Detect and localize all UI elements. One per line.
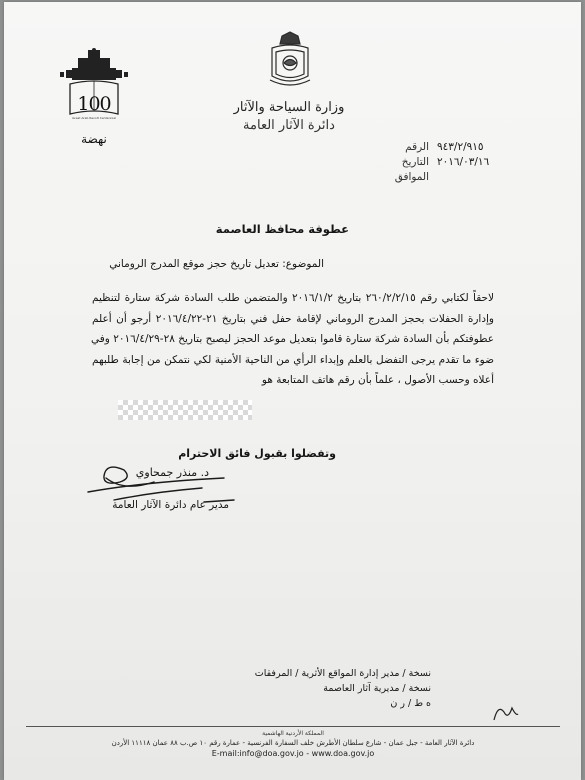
ministry-name: وزارة السياحة والآثار xyxy=(233,100,345,115)
footer-contacts: E-mail:info@doa.gov.jo - www.doa.gov.jo xyxy=(211,749,375,758)
signatory-title: مدير عام دائرة الآثار العامة xyxy=(112,499,229,511)
initial-signature xyxy=(490,702,520,724)
closing-line: وتفضلوا بقبول فائق الاحترام xyxy=(178,447,336,460)
reference-number-row xyxy=(387,140,557,155)
footer xyxy=(26,730,560,758)
department-name: دائرة الآثار العامة xyxy=(243,118,335,133)
copy-line: ه ط / ر ن xyxy=(390,698,431,709)
reference-number-label: الرقم xyxy=(405,141,429,153)
body-line: أعلاه وحسب الأصول ، علماً بأن رقم هاتف المتابعة هو xyxy=(261,374,494,386)
copies-list xyxy=(255,666,431,711)
centenary-logo xyxy=(58,48,130,154)
centenary-caption: Great Arab Revolt Centennial xyxy=(72,116,116,120)
body-line: وإدارة الحفلات بحجز المدرج الروماني لإقامة حفل فني بتاريخ ٢١-٢٠١٦/٤/٢٢ أرجو أن أعلم xyxy=(92,312,494,325)
recipient: عطوفة محافظ العاصمة xyxy=(215,222,349,236)
footer-kingdom: المملكة الأردنية الهاشمية xyxy=(262,730,324,737)
letter-body xyxy=(92,288,494,391)
centenary-number: 100 xyxy=(77,93,111,115)
reference-agreement-label: الموافق xyxy=(394,171,429,183)
reference-block xyxy=(387,140,557,185)
footer-divider xyxy=(26,726,560,727)
reference-date-value: ٢٠١٦/٠٣/١٦ xyxy=(437,156,490,168)
reference-agreement-row xyxy=(387,170,557,185)
ministry-heading xyxy=(224,100,354,133)
copy-line: نسخة / مدير إدارة المواقع الأثرية / المرفقات xyxy=(254,668,431,679)
centenary-tagline: نهضة xyxy=(81,132,107,146)
reference-date-label: التاريخ xyxy=(401,156,429,168)
body-line: عطوفتكم بأن السادة شركة ستارة قاموا بتعديل موعد الحجز ليصبح بتاريخ ٢٨-٢٠١٦/٤/٢٩ وفي xyxy=(91,333,494,345)
reference-date-row xyxy=(387,155,557,170)
handwritten-signature xyxy=(84,452,244,522)
redacted-phone-number xyxy=(118,400,252,420)
body-line: لاحقاً لكتابي رقم ٢٦٠/٢/٢/١٥ بتاريخ ٢٠١٦/١/٢ والمتضمن طلب السادة شركة ستارة لتنظيم xyxy=(92,292,494,304)
letter-sheet xyxy=(4,2,581,780)
copy-line: نسخة / مديرية آثار العاصمة xyxy=(323,683,431,694)
subject-line: الموضوع: تعديل تاريخ حجز موقع المدرج الروماني xyxy=(109,258,324,270)
body-line: ضوء ما تقدم يرجى التفضل بالعلم وإبداء الرأي من الناحية الأمنية لكي نتمكن من إجابة طلبهم xyxy=(92,353,494,366)
footer-address: دائرة الآثار العامة - جبل عمان - شارع سلطان الأطرش خلف السفارة الفرنسية - عمارة رقم ١٠ ص.ب ٨٨ عمان ١١١١٨ الأردن xyxy=(111,739,475,747)
reference-number-value: ٩٤٣/٢/٩١٥ xyxy=(437,141,484,153)
signatory-name: د. منذر جمحاوي xyxy=(135,466,209,479)
coat-of-arms-icon xyxy=(266,30,314,90)
